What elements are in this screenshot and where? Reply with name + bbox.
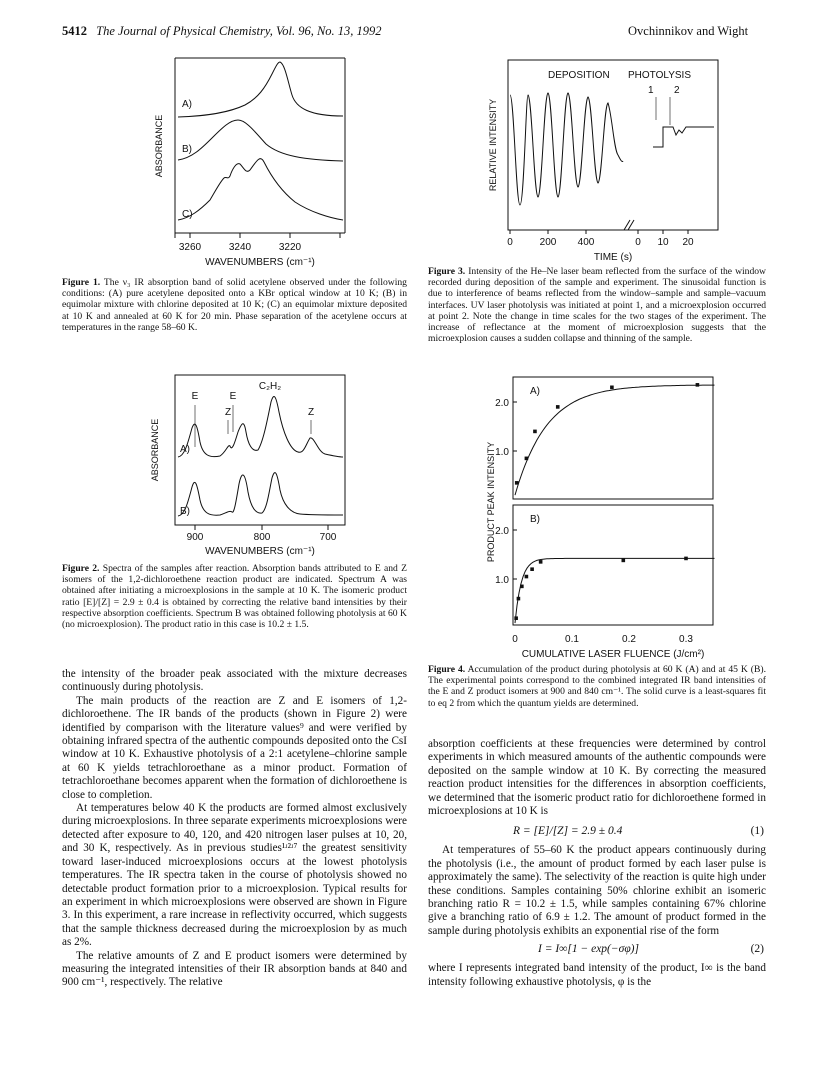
figure-2 xyxy=(140,372,380,562)
data-point xyxy=(622,559,626,563)
fig2-xtick: 900 xyxy=(186,532,204,543)
paragraph: At temperatures of 55–60 K the product appears continuously during the photolysis (i.e., the amount of product formed by each laser pulse is approximately the same). The selectivity of the reaction is quite high under these conditions. Samples containing 50% chlorine exhibit an isomeric branching ratio R = 10.2 ± 1.5, while samples containing 67% chlorine give a branching ratio of 6.9 ± 1.2. The amount of product formed in the sample during photolysis exhibits an exponential rise of the form xyxy=(428,844,766,937)
figure-1-caption xyxy=(62,277,407,333)
fig4-xtick: 0.3 xyxy=(679,634,693,645)
running-header xyxy=(62,24,382,39)
fig2-spectrum-b xyxy=(178,473,343,516)
data-point xyxy=(530,567,534,571)
figure-3 xyxy=(478,55,738,265)
equation-2 xyxy=(428,940,766,962)
fig4-ytick: 1.0 xyxy=(495,447,509,458)
figure-1-frame xyxy=(175,58,345,238)
caption-text: Accumulation of the product during photolysis at 60 K (A) and at 45 K (B). The experimental points correspond to the combined integrated IR band intensities of the E and Z product isomers at 900 and 840 cm⁻¹. The solid curve is a least-squares fit to eq 2 from which the quantum yields are determined. xyxy=(428,664,766,709)
fig3-xtick: 0 xyxy=(635,237,641,248)
caption-text: Spectra of the samples after reaction. Absorption bands attributed to E and Z isomers of the 1,2-dichloroethene reaction product are indicated. Spectrum A was obtained after initiating a microexplosions in the sample at 10 K. The isomeric product ratio [E]/[Z] = 2.9 ± 0.4 is obtained by correcting the relative band intensities by their respective absorption coefficients. Spectrum B was obtained following photolysis at 60 K (no microexplosion). The product ratio in this case is 10.2 ± 1.5. xyxy=(62,563,407,631)
fig3-photolysis-label: PHOTOLYSIS xyxy=(628,70,691,81)
fig3-deposition-label: DEPOSITION xyxy=(548,70,610,81)
fig3-ylabel: RELATIVE INTENSITY xyxy=(488,98,498,192)
fig2-xlabel: WAVENUMBERS (cm⁻¹) xyxy=(205,546,315,557)
fig2-ylabel: ABSORBANCE xyxy=(150,418,160,482)
fig2-band-label: E xyxy=(229,391,237,402)
fig2-band-label: Z xyxy=(307,407,315,418)
right-column-text xyxy=(428,738,766,989)
fig3-point-label: 2 xyxy=(674,85,680,96)
data-point xyxy=(610,386,614,390)
caption-text: The ν₃ IR absorption band of solid acetylene observed under the following conditions: (A) pure acetylene deposited onto a KBr optical window at 10 K; (B) in equimolar mixture with chlorine deposited at 10 K; (C) an equimolar mixture deposited at 10 K and annealed at 60 K for 20 min. Phase separation of the acetylene occurs at temperatures in the range 58–60 K. xyxy=(62,277,407,333)
fig4-panel-b-frame xyxy=(513,505,713,625)
equation-number: (1) xyxy=(750,825,764,838)
fig2-label-a: A) xyxy=(180,444,190,455)
figure-2-caption xyxy=(62,563,407,630)
data-point xyxy=(525,575,529,579)
fig4-ytick: 1.0 xyxy=(495,575,509,586)
fig4-xtick: 0 xyxy=(512,634,518,645)
photolysis-trace xyxy=(653,127,714,147)
page-number: 5412 xyxy=(62,24,87,38)
caption-text: Intensity of the He–Ne laser beam reflected from the surface of the window recorded during deposition of the sample and experiment. The sinusoidal function is due to interference of beams reflected from the window–sample and sample–vacuum interfaces. UV laser photolysis was initiated at point 1, and a microexplosion occurred at point 2. Note the change in time scales for the two stages of the experiment. The increase of reflectance at the moment of microexplosion suggests that the microexplosion causes a sudden collapse and thinning of the sample. xyxy=(428,266,766,345)
fig2-band-label: C₂H₂ xyxy=(258,381,282,392)
data-point xyxy=(533,430,537,434)
fig4-xlabel: CUMULATIVE LASER FLUENCE (J/cm²) xyxy=(521,649,705,660)
caption-lead: Figure 2. xyxy=(62,563,100,574)
fig3-xlabel: TIME (s) xyxy=(593,252,633,263)
data-point xyxy=(539,560,543,564)
figure-1 xyxy=(140,50,380,275)
fig3-xtick: 200 xyxy=(539,237,557,248)
spectrum-c xyxy=(178,159,343,220)
fig1-ylabel: ABSORBANCE xyxy=(154,114,164,178)
fig3-point-label: 1 xyxy=(648,85,654,96)
journal-title: The Journal of Physical Chemistry, Vol. 96, No. 13, 1992 xyxy=(96,24,382,38)
fig2-xtick: 800 xyxy=(253,532,271,543)
fig2-spectrum-a xyxy=(178,397,343,457)
equation-1 xyxy=(428,822,766,844)
figure-4-caption xyxy=(428,664,766,709)
caption-lead: Figure 1. xyxy=(62,277,101,288)
equation-number: (2) xyxy=(750,943,764,956)
fig4-xtick: 0.2 xyxy=(622,634,636,645)
caption-lead: Figure 4. xyxy=(428,664,466,675)
left-column-text xyxy=(62,668,407,990)
fig2-band-label: Z xyxy=(224,407,232,418)
fig2-band-label: E xyxy=(191,391,199,402)
equation-text: R = [E]/[Z] = 2.9 ± 0.4 xyxy=(513,825,623,838)
fig1-label-a: A) xyxy=(182,99,192,110)
fig2-label-b: B) xyxy=(180,506,190,517)
spectrum-b xyxy=(178,120,343,161)
paragraph: where I represents integrated band intensity of the product, I∞ is the band intensity following exhaustive photolysis, φ is the xyxy=(428,962,766,988)
fig4-label-a: A) xyxy=(530,386,540,397)
fig4-ylabel: PRODUCT PEAK INTENSITY xyxy=(486,441,496,563)
fig3-xtick: 20 xyxy=(682,237,694,248)
fig3-xtick: 400 xyxy=(577,237,595,248)
deposition-trace xyxy=(510,93,623,205)
figure-4 xyxy=(478,372,738,662)
data-point xyxy=(556,405,560,409)
paragraph: absorption coefficients at these frequencies were determined by control experiments in which measured amounts of the authentic compounds were deposited on the sample window at 10 K. By correcting the measured reaction product intensities for the differences in absorption coefficients, we determined that the isomeric product ratio for dichloroethene formed in microexplosions at 10 K is xyxy=(428,738,766,818)
fig4-xtick: 0.1 xyxy=(565,634,579,645)
fig1-label-b: B) xyxy=(182,144,192,155)
fig4-ytick: 2.0 xyxy=(495,398,509,409)
fig1-xlabel: WAVENUMBERS (cm⁻¹) xyxy=(205,257,315,268)
spectrum-a xyxy=(178,62,343,117)
caption-lead: Figure 3. xyxy=(428,266,466,277)
authors: Ovchinnikov and Wight xyxy=(628,24,749,38)
fig4-panel-a-frame xyxy=(513,377,713,499)
figure-3-caption xyxy=(428,266,766,344)
fig1-xtick: 3240 xyxy=(228,242,252,253)
paragraph: The relative amounts of Z and E product isomers were determined by measuring the integrated intensities of their IR absorption bands at 840 and 900 cm⁻¹, respectively. The relative xyxy=(62,949,407,989)
paragraph: the intensity of the broader peak associated with the mixture decreases continuously during photolysis. xyxy=(62,668,407,694)
equation-text: I = I∞[1 − exp(−σφ)] xyxy=(538,943,639,956)
fig1-xtick: 3260 xyxy=(178,242,202,253)
fig3-xtick: 10 xyxy=(657,237,669,248)
fig1-xtick: 3220 xyxy=(278,242,302,253)
fig4-ytick: 2.0 xyxy=(495,526,509,537)
fig4-fit-curve-a xyxy=(515,385,715,495)
fig3-xtick: 0 xyxy=(507,237,513,248)
fig4-label-b: B) xyxy=(530,514,540,525)
fig1-label-c: C) xyxy=(182,209,193,220)
paragraph: At temperatures below 40 K the products are formed almost exclusively during microexplosions. In three separate experiments microexplosions were detected after exposure to 40, 120, and 420 nitrogen laser pulses at 10, 20, and 30 K, respectively. As in previous studies¹ʴ²ʴ⁷ the greatest sensitivity toward laser-induced microexplosions occurs at the lowest photolysis temperatures. The IR spectra taken in the course of photolysis showed no detectable product formation prior to a microexplosion. Typical results for an experiment in which microexplosions were observed are shown in Figure 3. In this experiment, a rare increase in reflectivity occurred, which suggests that the sample thickness decreased during the microexplosion by as much as 2%. xyxy=(62,802,407,949)
paragraph: The main products of the reaction are Z and E isomers of 1,2-dichloroethene. The IR bands of the products (shown in Figure 2) were identified by comparison with the literature values⁹ and were verified by obtaining infrared spectra of the authentic compounds deposited onto the CsI window at 10 K. Exhaustive photolysis of a 2:1 acetylene–chlorine sample at 60 K yields tetrachloroethane as a minor product. Formation of tetrachloroethane becomes apparent when the formation of dichloroethene is close to completion. xyxy=(62,694,407,801)
fig2-xtick: 700 xyxy=(319,532,337,543)
fig4-fit-curve-b xyxy=(515,558,715,623)
